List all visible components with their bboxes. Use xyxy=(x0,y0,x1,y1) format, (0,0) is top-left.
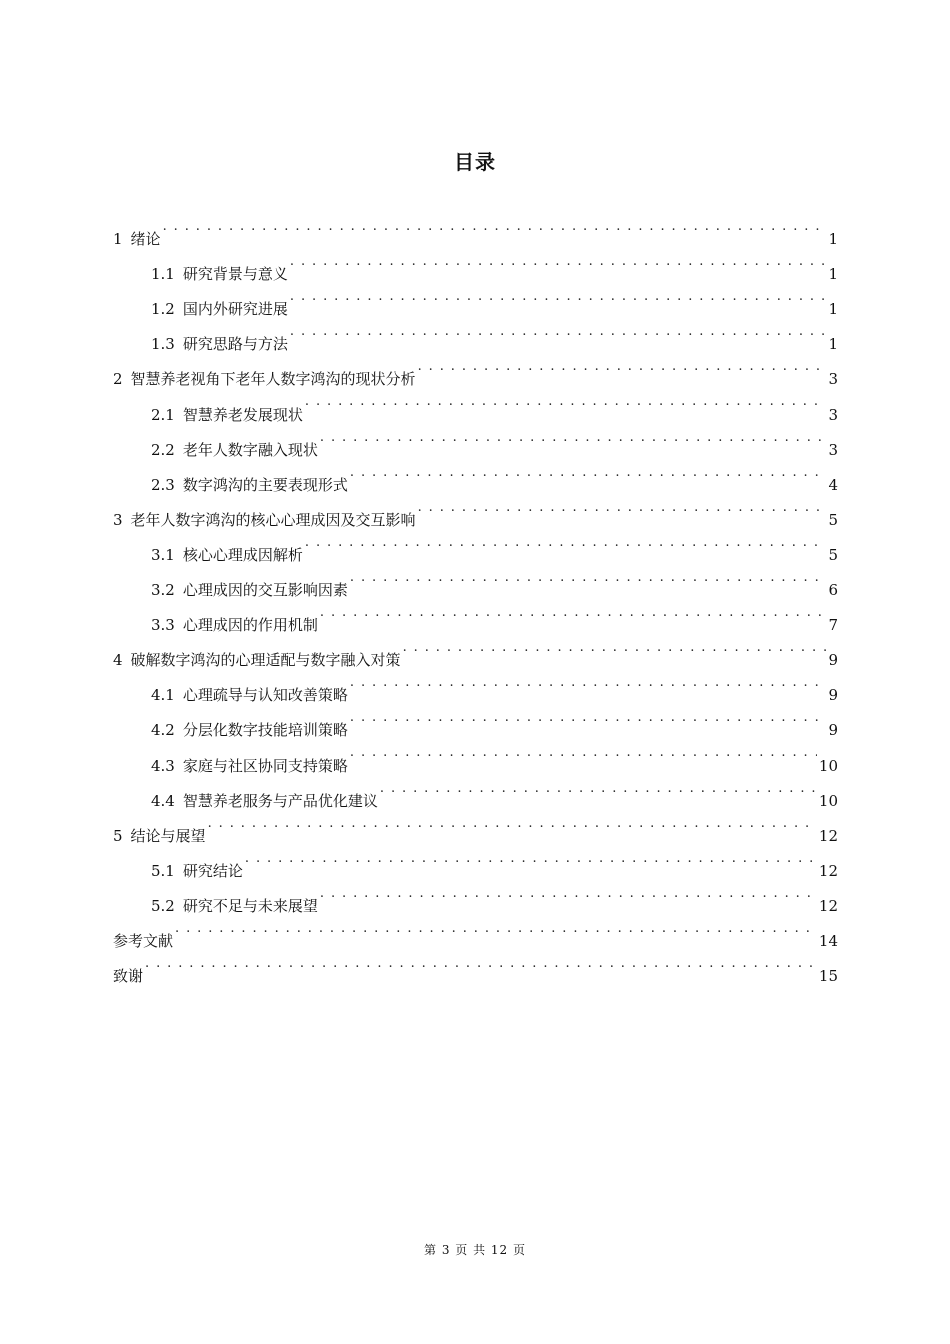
toc-entry-number: 4.4 xyxy=(151,791,175,810)
toc-entry-title: 智慧养老服务与产品优化建议 xyxy=(182,791,378,810)
toc-entry-title: 心理疏导与认知改善策略 xyxy=(182,686,348,705)
toc-entry[interactable] xyxy=(113,841,838,880)
toc-dot-leader xyxy=(290,244,827,279)
toc-entry-number: 5.2 xyxy=(151,896,175,915)
toc-entry-page-number: 4 xyxy=(828,475,838,494)
toc-entry-number: 5.1 xyxy=(151,861,175,880)
toc-entry-number: 5 xyxy=(113,826,123,845)
toc-entry-number: 1.2 xyxy=(151,300,175,319)
toc-entry-number: 3.3 xyxy=(151,616,175,635)
toc-entry[interactable] xyxy=(113,911,838,950)
toc-title: 目录 xyxy=(454,150,496,174)
toc-dot-leader xyxy=(305,525,827,560)
toc-entry-title: 数字鸿沟的主要表现形式 xyxy=(182,475,348,494)
toc-dot-leader xyxy=(350,560,827,595)
toc-entry-page-number: 12 xyxy=(818,826,838,845)
toc-entry-page-number: 3 xyxy=(828,405,838,424)
toc-entry-page-number: 5 xyxy=(828,510,838,529)
toc-entry-title: 研究背景与意义 xyxy=(182,265,288,284)
toc-entry-title: 心理成因的作用机制 xyxy=(182,616,318,635)
toc-entry-title: 智慧养老发展现状 xyxy=(182,405,303,424)
toc-entry-number: 1 xyxy=(113,230,123,249)
toc-entry-title: 老年人数字鸿沟的核心心理成因及交互影响 xyxy=(130,510,416,529)
toc-dot-leader xyxy=(208,806,817,841)
toc-entry-page-number: 12 xyxy=(818,861,838,880)
toc-entry-title: 研究结论 xyxy=(182,861,243,880)
toc-entry-page-number: 1 xyxy=(828,230,838,249)
toc-entry-title: 国内外研究进展 xyxy=(182,300,288,319)
toc-entry-page-number: 1 xyxy=(828,265,838,284)
toc-entry-title: 参考文献 xyxy=(113,931,174,950)
toc-dot-leader xyxy=(320,876,817,911)
toc-entry-title: 绪论 xyxy=(130,230,161,249)
toc-entry-page-number: 9 xyxy=(828,686,838,705)
toc-entry-page-number: 6 xyxy=(828,581,838,600)
toc-entry[interactable] xyxy=(113,946,838,986)
toc-entry-title: 研究不足与未来展望 xyxy=(182,896,318,915)
toc-entry-page-number: 9 xyxy=(828,651,838,670)
toc-entry-page-number: 7 xyxy=(828,616,838,635)
toc-entry-page-number: 1 xyxy=(828,300,838,319)
toc-entry-number: 4 xyxy=(113,651,123,670)
toc-list xyxy=(113,209,838,986)
toc-entry-page-number: 15 xyxy=(818,967,838,986)
toc-entry-title: 核心心理成因解析 xyxy=(182,545,303,564)
toc-dot-leader xyxy=(163,209,827,244)
toc-dot-leader xyxy=(290,314,827,349)
toc-entry-page-number: 14 xyxy=(818,931,838,950)
toc-dot-leader xyxy=(320,595,827,630)
toc-entry[interactable] xyxy=(113,244,838,284)
toc-entry-title: 研究思路与方法 xyxy=(182,335,288,354)
toc-entry-number: 3 xyxy=(113,510,123,529)
toc-entry-number: 4.1 xyxy=(151,686,175,705)
toc-entry-title: 致谢 xyxy=(113,967,144,986)
toc-dot-leader xyxy=(403,630,827,665)
toc-dot-leader xyxy=(290,279,827,314)
toc-entry-number: 3.1 xyxy=(151,545,175,564)
toc-entry-page-number: 5 xyxy=(828,545,838,564)
toc-entry-number: 2 xyxy=(113,370,123,389)
toc-dot-leader xyxy=(305,384,827,419)
toc-dot-leader xyxy=(350,455,827,490)
toc-entry-title: 老年人数字融入现状 xyxy=(182,440,318,459)
toc-entry-number: 3.2 xyxy=(151,581,175,600)
toc-entry-page-number: 12 xyxy=(818,896,838,915)
toc-entry-title: 结论与展望 xyxy=(130,826,206,845)
toc-entry-title: 家庭与社区协同支持策略 xyxy=(182,756,348,775)
toc-dot-leader xyxy=(320,420,827,455)
toc-dot-leader xyxy=(350,665,827,700)
toc-entry[interactable] xyxy=(113,209,838,249)
toc-dot-leader xyxy=(245,841,817,876)
toc-dot-leader xyxy=(350,700,827,735)
toc-dot-leader xyxy=(418,349,827,384)
toc-entry-title: 智慧养老视角下老年人数字鸿沟的现状分析 xyxy=(130,370,416,389)
toc-entry-title: 分层化数字技能培训策略 xyxy=(182,721,348,740)
toc-entry-number: 4.2 xyxy=(151,721,175,740)
toc-entry-number: 2.1 xyxy=(151,405,175,424)
page-footer: 第 3 页 共 12 页 xyxy=(424,1243,526,1257)
toc-entry-number: 2.2 xyxy=(151,440,175,459)
toc-entry-title: 破解数字鸿沟的心理适配与数字融入对策 xyxy=(130,651,401,670)
toc-entry-number: 1.3 xyxy=(151,335,175,354)
toc-dot-leader xyxy=(418,490,827,525)
toc-entry-page-number: 1 xyxy=(828,335,838,354)
toc-entry-number: 1.1 xyxy=(151,265,175,284)
toc-dot-leader xyxy=(145,946,817,981)
toc-dot-leader xyxy=(350,735,817,770)
toc-entry-page-number: 10 xyxy=(818,756,838,775)
toc-dot-leader xyxy=(380,771,817,806)
toc-entry-number: 2.3 xyxy=(151,475,175,494)
toc-entry-page-number: 3 xyxy=(828,370,838,389)
toc-dot-leader xyxy=(175,911,817,946)
toc-entry-page-number: 3 xyxy=(828,440,838,459)
toc-entry-page-number: 9 xyxy=(828,721,838,740)
toc-entry-title: 心理成因的交互影响因素 xyxy=(182,581,348,600)
toc-entry[interactable] xyxy=(113,806,838,845)
toc-entry-number: 4.3 xyxy=(151,756,175,775)
toc-entry-page-number: 10 xyxy=(818,791,838,810)
